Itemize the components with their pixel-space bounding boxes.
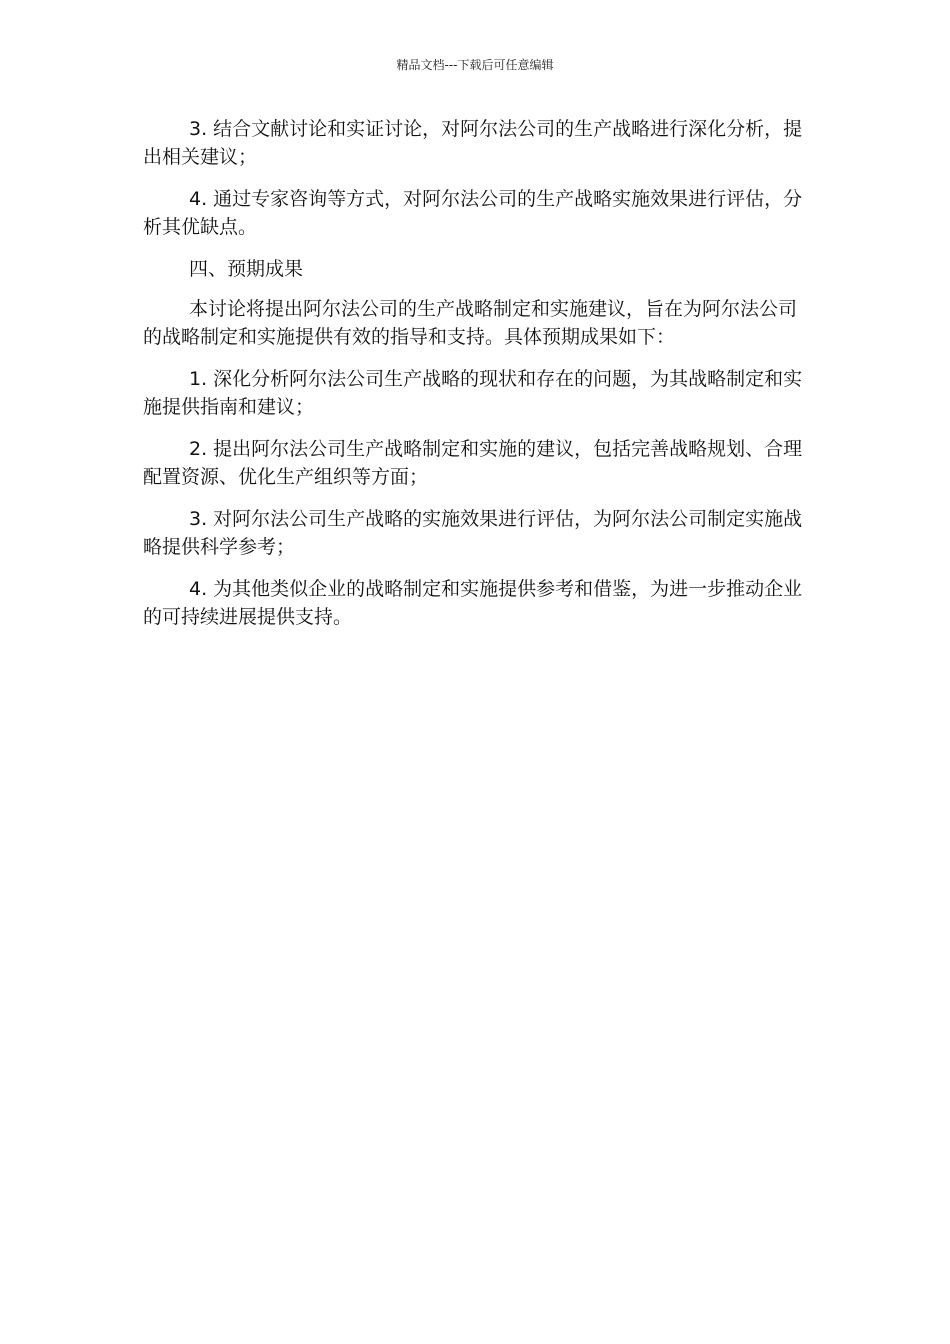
- paragraph-result-4: 4. 为其他类似企业的战略制定和实施提供参考和借鉴，为进一步推动企业的可持续进展提供支持。: [143, 578, 803, 628]
- paragraph-item-4: 4. 通过专家咨询等方式，对阿尔法公司的生产战略实施效果进行评估，分析其优缺点。: [143, 188, 803, 238]
- document-body: [143, 115, 808, 645]
- paragraph-result-2: 2. 提出阿尔法公司生产战略制定和实施的建议，包括完善战略规划、合理配置资源、优化生产组织等方面；: [143, 438, 803, 488]
- paragraph-item-3: 3. 结合文献讨论和实证讨论，对阿尔法公司的生产战略进行深化分析，提出相关建议；: [143, 118, 803, 168]
- section-heading: 四、预期成果: [189, 258, 304, 280]
- page-header: 精品文档---下载后可任意编辑: [396, 58, 554, 72]
- paragraph-result-3: 3. 对阿尔法公司生产战略的实施效果进行评估，为阿尔法公司制定实施战略提供科学参考；: [143, 508, 803, 558]
- paragraph-expected-results: 本讨论将提出阿尔法公司的生产战略制定和实施建议，旨在为阿尔法公司的战略制定和实施提供有效的指导和支持。具体预期成果如下：: [143, 298, 798, 348]
- paragraph-result-1: 1. 深化分析阿尔法公司生产战略的现状和存在的问题，为其战略制定和实施提供指南和建议；: [143, 368, 803, 418]
